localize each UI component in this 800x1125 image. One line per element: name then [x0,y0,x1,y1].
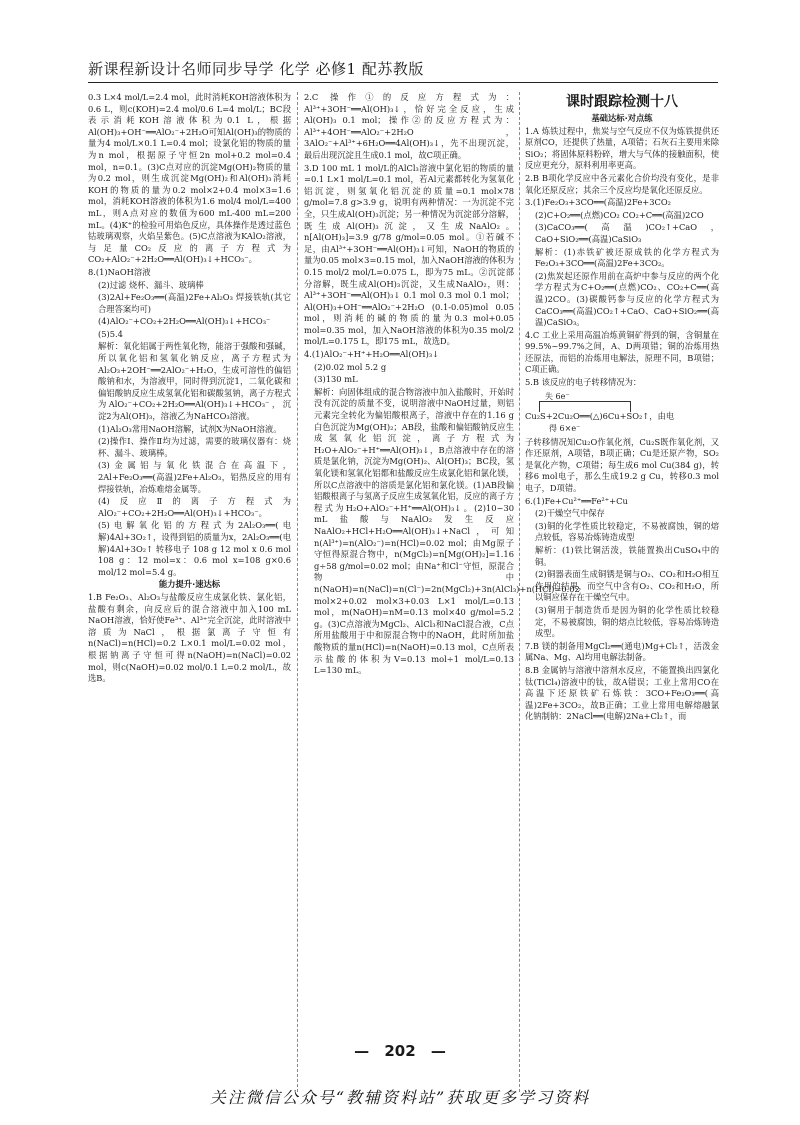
paragraph: 解析：(1)铁比铜活泼，铁能置换出CuSO₄中的铜。 [535,545,719,567]
paragraph: 8.B 金属钠与溶液中溶剂水反应，不能置换出四氯化钛(TiCl₄)溶液中的钛，故A错误；工业上常用CO在高温下还原铁矿石炼铁：3CO+Fe₂O₃══(高温)2Fe+3CO₂，故B正确；工业上常用电解熔融氯化钠制钠：2NaCl══(电解)2Na+Cl₂↑，而 [525,664,719,722]
paragraph: (2)操作Ⅰ、操作Ⅱ均为过滤，需要的玻璃仪器有：烧杯、漏斗、玻璃棒。 [98,436,291,458]
footer-note: 关注微信公众号“教辅资料站”获取更多学习资料 [209,1088,591,1107]
paragraph: 8.(1)NaOH溶液 [88,266,151,277]
paragraph: (3)金属铝与氧化铁混合在高温下，2Al+Fe₂O₃══(高温)2Fe+Al₂O₃，铝热反应的用有焊接铁轨，冶炼难熔金属等。 [98,460,291,494]
paragraph: (4)AlO₂⁻+CO₂+2H₂O══Al(OH)₃↓+HCO₃⁻ [98,316,271,327]
column-divider [297,92,298,1092]
paragraph: 2.C 操作①的反应方程式为：Al³⁺+3OH⁻══Al(OH)₃↓，恰好完全反应，生成Al(OH)₃ 0.1 mol；操作②的反应方程式为：Al³⁺+4OH⁻══AlO₂⁻+2H₂O，3AlO₂⁻+Al³⁺+6H₂O══4Al(OH)₃↓，先不出现沉淀，最后出现沉淀且生成0.1 mol，故C项正确。 [304,92,514,160]
paragraph: (3)铜用于制造货币是因为铜的化学性质比较稳定，不易被腐蚀，铜的熔点比较低，容易冶炼铸造成型。 [535,604,719,639]
section-heading: 基础达标·对点练 [591,113,653,123]
paragraph: (3)铜的化学性质比较稳定，不易被腐蚀，铜的熔点较低，容易冶炼铸造成型 [535,520,719,543]
paragraph: (3)2Al+Fe₂O₃══(高温)2Fe+Al₂O₃ 焊接铁轨(其它合理答案均可) [98,292,291,314]
paragraph: (3)CaCO₃══(高温)CO₂↑+CaO，CaO+SiO₂══(高温)CaSiO₃ [535,222,719,244]
paragraph: (1)Al₂O₃常用NaOH溶解，试剂X为NaOH溶液。 [98,423,282,434]
paragraph: (3)130 mL [314,374,358,385]
answer-column-1 [88,92,291,1122]
paragraph: 0.3 L×4 mol/L=2.4 mol，此时消耗KOH溶液体积为0.6 L，则c(KOH)=2.4 mol/0.6 L=4 mol/L；BC段表示消耗KOH溶液体积为0.1 L，根据Al(OH)₃+OH⁻══AlO₂⁻+2H₂O可知Al(OH)₃的物质的量为4 mol/L×0.1 L=0.4 mol；设氯化铝的物质的量为n mol，根据原子守恒2n mol+0.2 mol=0.4 mol，n=0.1。(3)C点对应的沉淀Mg(OH)₂物质的量为0.2 mol，则生成沉淀Mg(OH)₂和Al(OH)₃消耗KOH的物质的量为0.2 mol×2+0.4 mol×3=1.6 mol，消耗KOH溶液的体积为1.6 mol/4 mol/L=400 mL，则A点对应的数值为600 mL-400 mL=200 mL。(4)K⁺的检验可用焰色反应，具体操作是透过蓝色钴玻璃观察，火焰呈紫色。(5)C点溶液为KAlO₂溶液，与足量CO₂反应的离子方程式为CO₂+AlO₂⁻+2H₂O══Al(OH)₃↓+HCO₃⁻。 [88,92,291,265]
paragraph: 解析：(1)赤铁矿被还原成铁的化学方程式为Fe₂O₃+3CO══(高温)2Fe+3CO₂。 [535,246,719,269]
page-number-value: 202 [384,1042,416,1060]
paragraph: 解析：向固体组成的混合物溶液中加入盐酸时，开始时没有沉淀的质量不变，说明溶液中NaOH过量，则铝元素完全转化为偏铝酸根离子，溶液中存在的1.16 g白色沉淀为Mg(OH)₂；AB段，盐酸和偏铝酸钠反应生成氢氧化铝沉淀，离子方程式为H₂O+AlO₂⁻+H⁺══Al(OH)₃↓，B点溶液中存在的溶质是氯化钠，沉淀为Mg(OH)₂、Al(OH)₃；BC段，氢氧化镁和氢氧化铝都和盐酸反应生成氯化铝和氯化镁，所以C点溶液中的溶质是氯化铝和氯化镁。(1)AB段偏铝酸根离子与氢离子反应生成氢氧化铝，反应的离子方程式为H₂O+AlO₂⁻+H⁺══Al(OH)₃↓。(2)10~30 mL盐酸与NaAlO₂发生反应NaAlO₂+HCl+H₂O══Al(OH)₃↓+NaCl，可知n(Al³⁺)=n(AlO₂⁻)=n(HCl)=0.02 mol；由Mg原子守恒得原混合物中，n(MgCl₂)=n[Mg(OH)₂]=1.16 g÷58 g/mol=0.02 mol；由Na⁺和Cl⁻守恒，原混合物中n(NaOH)=n(NaCl)=n(Cl⁻)=2n(MgCl₂)+3n(AlCl₃)+n(HCl)=0.02 mol×2+0.02 mol×3+0.03 L×1 mol/L=0.13 mol，m(NaOH)=nM=0.13 mol×40 g/mol=5.2 g。(3)C点溶液为MgCl₂、AlCl₃和NaCl混合液，C点所用盐酸用于中和原混合物中的NaOH，此时所加盐酸物质的量n(HCl)=n(NaOH)=0.13 mol，C点所表示盐酸的体积为V=0.13 mol÷1 mol/L=0.13 L=130 mL。 [314,386,580,676]
paragraph: 1.B Fe₂O₃、Al₂O₃与盐酸反应生成氯化铁、氯化铝，盐酸有剩余，向反应后的混合溶液中加入100 mL NaOH溶液，恰好使Fe³⁺、Al³⁺完全沉淀，此时溶液中溶质为NaCl，根据氯离子守恒有n(NaCl)=n(HCl)=0.2 L×0.1 mol/L=0.02 mol，根据钠离子守恒可得n(NaOH)=n(NaCl)=0.02 mol，则c(NaOH)=0.02 mol/0.1 L=0.2 mol/L，故选B。 [88,591,291,684]
paragraph: (2)0.02 mol 5.2 g [314,361,387,372]
paragraph: 解析：氧化铝属于两性氧化物，能溶于强酸和强碱，所以氧化铝和氢氧化钠反应，离子方程式为Al₂O₃+2OH⁻══2AlO₂⁻+H₂O，生成可溶性的偏铝酸钠和水，为溶液甲，同时得到沉淀1，二氧化碳和偏铝酸钠反应生成氢氧化铝和碳酸氢钠，离子方程式为AlO₂⁻+CO₂+2H₂O══Al(OH)₃↓+HCO₃⁻，沉淀2为Al(OH)₃，溶液乙为NaHCO₃溶液。 [98,341,291,422]
electron-gain-label: 得 6×e⁻ [549,423,581,433]
header-title: 新课程新设计名师同步导学 化学 必修1 配苏教版 [88,60,424,78]
paragraph: (2)过滤 烧杯、漏斗、玻璃棒 [98,279,204,290]
electron-transfer-diagram [525,391,719,435]
paragraph: 4.C 工业上采用高温冶炼黄铜矿得到的铜，含铜量在99.5%~99.7%之间，A、D两项错；铜的冶炼用热还原法，而铝的冶炼用电解法，原理不同，B项错；C项正确。 [525,329,719,375]
page-header [88,58,718,83]
paragraph: (2)焦炭起还原作用前在高炉中参与反应的两个化学方程式为C+O₂══(点燃)CO₂、CO₂+C══(高温)2CO。(3)碳酸钙参与反应的化学方程式为CaCO₃══(高温)CO₂↑+CaO、CaO+SiO₂══(高温)CaSiO₃。 [535,270,719,328]
paragraph: 3.(1)Fe₂O₃+3CO══(高温)2Fe+3CO₂ [525,197,671,208]
answer-column-3 [525,92,719,1122]
paragraph: 6.(1)Fe+Cu²⁺══Fe²⁺+Cu [525,495,628,506]
section-heading: 能力提升·速达标 [158,579,221,590]
paragraph: 3.D 100 mL 1 mol/L的AlCl₃溶液中氯化铝的物质的量=0.1 L×1 mol/L=0.1 mol，若Al元素都转化为氢氧化铝沉淀，则氢氧化铝沉淀的质量=0.1 mol×78 g/mol=7.8 g>3.9 g，说明有两种情况：一为沉淀不完全，只生成Al(OH)₃沉淀；另一种情况为沉淀部分溶解，既生成Al(OH)₃沉淀，又生成NaAlO₂。n[Al(OH)₃]=3.9 g/78 g/mol=0.05 mol。①若碱不足，由Al³⁺+3OH⁻══Al(OH)₃↓可知，NaOH的物质的量为0.05 mol×3=0.15 mol，加入NaOH溶液的体积为0.15 mol/2 mol/L=0.075 L，即为75 mL。②沉淀部分溶解，既生成Al(OH)₃沉淀，又生成NaAlO₂，则：Al³⁺+3OH⁻══Al(OH)₃↓ 0.1 mol 0.3 mol 0.1 mol；Al(OH)₃+OH⁻══AlO₂⁻+2H₂O (0.1-0.05)mol 0.05 mol，则消耗的碱的物质的量为0.3 mol+0.05 mol=0.35 mol，加入NaOH溶液的体积为0.35 mol/2 mol/L=0.175 L，即175 mL，故选D。 [304,162,514,347]
paragraph: 子转移情况知Cu₂O作氧化剂，Cu₂S既作氧化剂，又作还原剂，A项错，B项正确；Cu是还原产物，SO₂是氧化产物，C项错；每生成6 mol Cu(384 g)，转移6 mol电子，那么生成19.2 g Cu，转移0.3 mol电子，D项错。 [525,436,719,494]
paragraph: (5)5.4 [98,328,123,339]
section-title: 课时跟踪检测十八 [566,94,678,110]
paragraph: 7.B 镁的制备用MgCl₂══(通电)Mg+Cl₂↑，活泼金属Na、Mg、Al均用电解法制备。 [525,640,719,663]
electron-lost-label: 失 6e⁻ [545,391,570,401]
paragraph: (2)干燥空气中保存 [535,508,605,519]
paragraph: 5.B 该反应的电子转移情况为： [525,377,642,388]
paragraph: (2)铜器表面生成铜锈是铜与O₂、CO₂和H₂O相互作用的结果，而空气中含有O₂、CO₂和H₂O，所以铜应保存在干燥空气中。 [535,569,719,603]
paragraph: (2)C+O₂══(点燃)CO₂ CO₂+C══(高温)2CO [535,209,704,220]
paragraph: (5)电解氧化铝的方程式为2Al₂O₃══(电解)4Al+3O₂↑，设得到铝的质量为x，2Al₂O₃══(电解)4Al+3O₂↑ 转移电子 108 g 12 mol x 0.6 mol 108 g：12 mol=x：0.6 mol x=108 g×0.6 mol/12 mol=5.4 g。 [98,520,291,577]
paragraph: 1.A 炼铁过程中，焦炭与空气反应不仅为炼铁提供还原剂CO，还提供了热量，A项错；石灰石主要用来除SiO₂；将固体原料粉碎，增大与气体的接触面积，使反应更充分，原料利用率更高。 [525,125,719,171]
reaction-equation: Cu₂S+2Cu₂O══(△)6Cu+SO₂↑，由电 [525,410,675,421]
paragraph: (4)反应Ⅱ的离子方程式为AlO₂⁻+CO₂+2H₂O══Al(OH)₃↓+HCO₃⁻。 [98,496,291,518]
paragraph: 2.B B项化学反应中各元素化合价均没有变化，是非氧化还原反应；其余三个反应均是氧化还原反应。 [525,172,719,195]
paragraph: 4.(1)AlO₂⁻+H⁺+H₂O══Al(OH)₃↓ [304,349,440,360]
page-number: — 202 — [354,1042,446,1060]
